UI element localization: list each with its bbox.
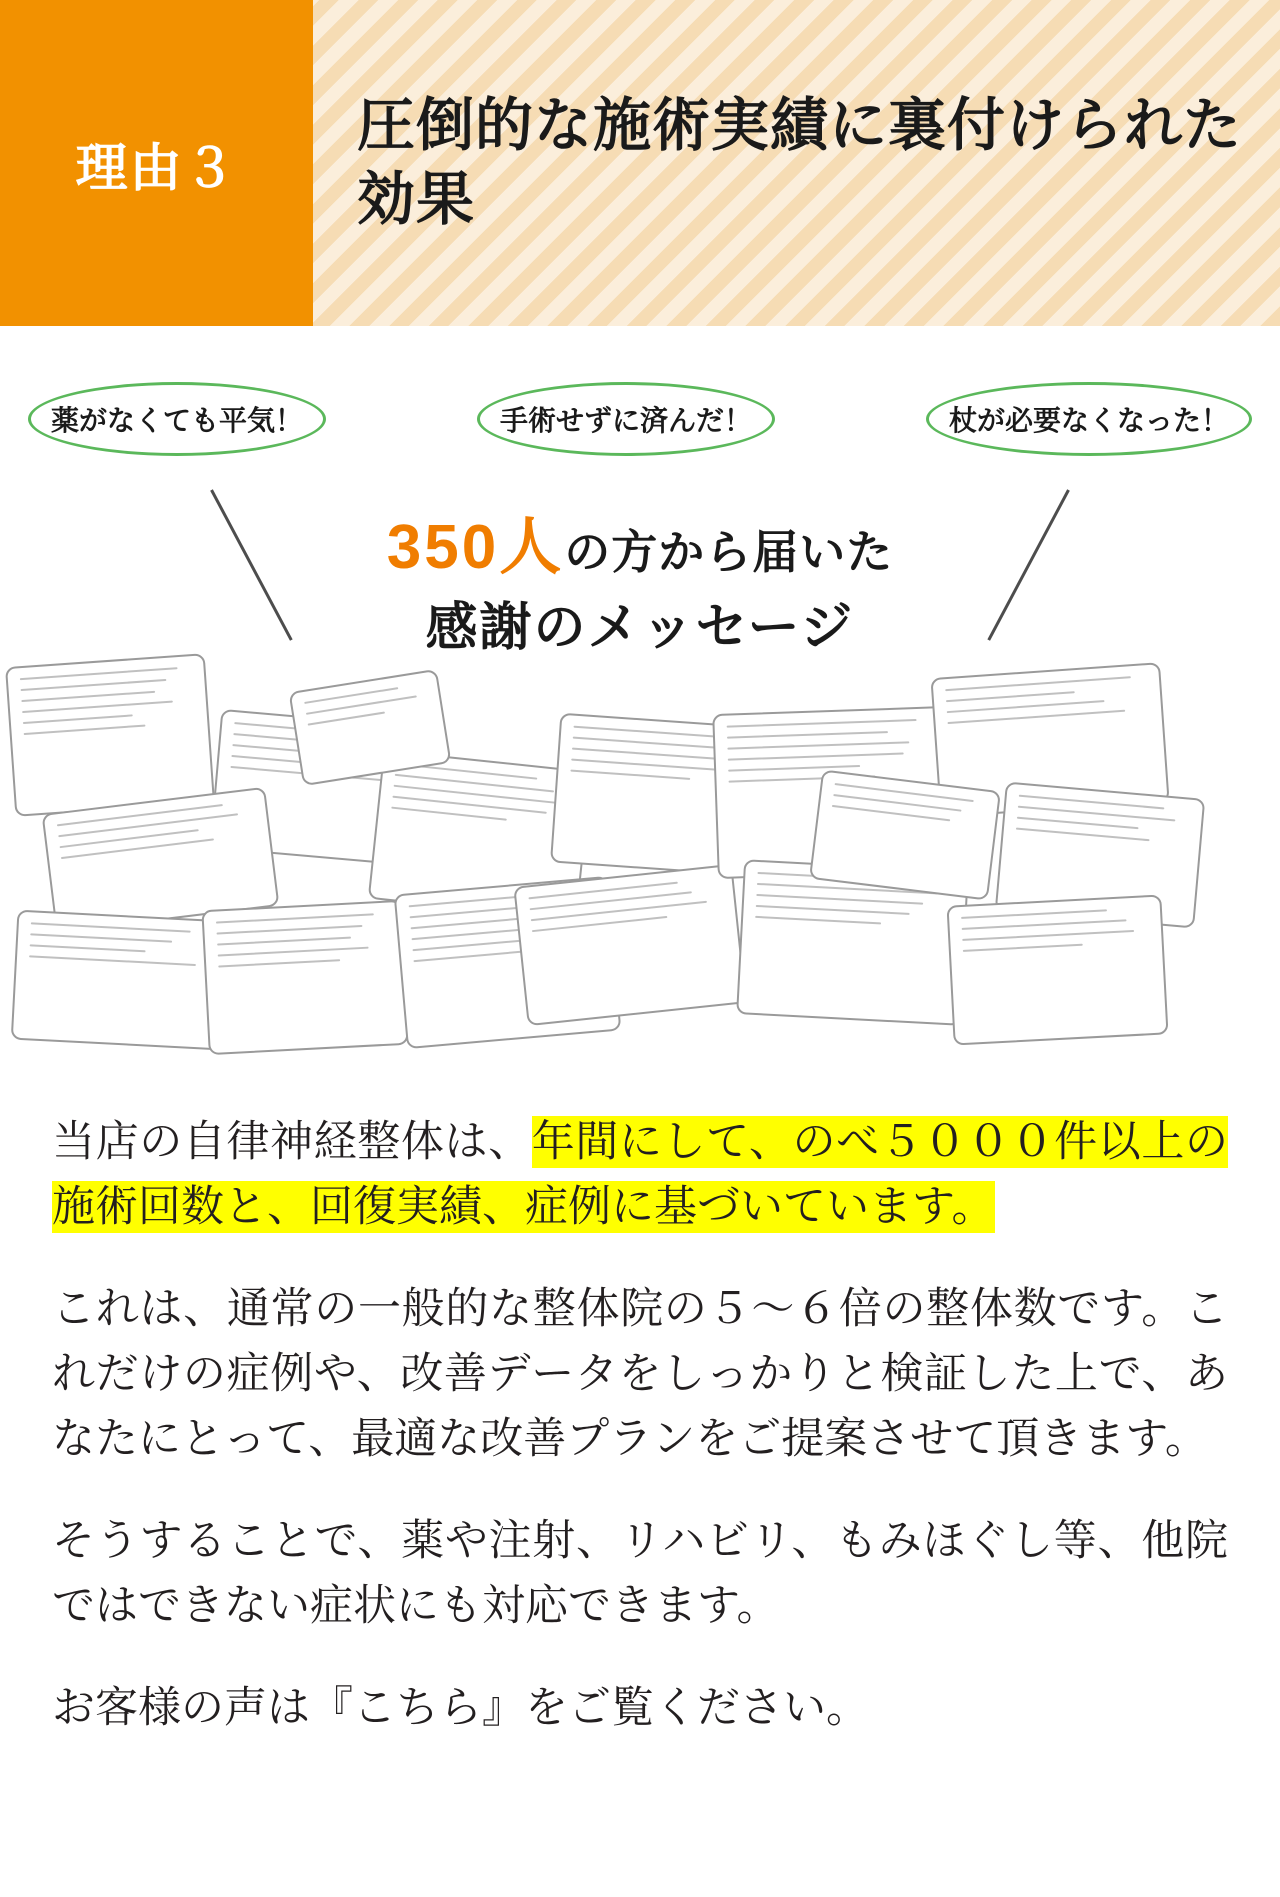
paragraph-1-highlight: 年間にして、のべ５０００件以上の施術回数と、回復実績、症例に基づいています。 bbox=[52, 1118, 1229, 1232]
paragraph-2: これは、通常の一般的な整体院の５～６倍の整体数です。これだけの症例や、改善データをしっかりと検証した上で、あなたにとって、最適な改善プランをご提案させて頂きます。 bbox=[52, 1284, 1228, 1464]
reason-badge bbox=[0, 0, 313, 326]
balloon-3: 杖が必要なくなった！ bbox=[926, 382, 1252, 456]
headline-line-1-suffix: の方から届いた bbox=[564, 526, 894, 578]
body-copy bbox=[0, 1080, 1280, 1741]
balloon-1: 薬がなくても平気！ bbox=[28, 382, 326, 456]
paragraph-4: お客様の声は『こちら』をご覧ください。 bbox=[52, 1683, 869, 1732]
message-count: 350人 bbox=[386, 513, 565, 582]
balloon-2: 手術せずに済んだ！ bbox=[477, 382, 775, 456]
note-card bbox=[513, 864, 746, 1026]
headline-text bbox=[0, 508, 1280, 662]
header-title-container bbox=[313, 0, 1280, 326]
note-card bbox=[5, 653, 215, 817]
testimonial-balloons bbox=[0, 382, 1280, 456]
page-title: 圧倒的な施術実績に裏付けられた効果 bbox=[357, 92, 1243, 232]
headline-line-1 bbox=[0, 508, 1280, 587]
paragraph-1-prefix: 当店の自律神経整体は、 bbox=[52, 1118, 532, 1166]
paragraph-3: そうすることで、薬や注射、リハビリ、もみほぐし等、他院ではできない症状にも対応できます。 bbox=[52, 1516, 1228, 1631]
reason-badge-label: 理由３ bbox=[75, 139, 238, 198]
note-card bbox=[11, 910, 228, 1051]
handwritten-notes-collage bbox=[0, 650, 1280, 1080]
note-card bbox=[809, 769, 1001, 900]
headline-line-2: 感謝のメッセージ bbox=[425, 599, 855, 658]
header-banner bbox=[0, 0, 1280, 326]
note-card bbox=[201, 900, 408, 1055]
paragraph-1 bbox=[52, 1110, 1228, 1241]
note-card bbox=[946, 894, 1168, 1045]
